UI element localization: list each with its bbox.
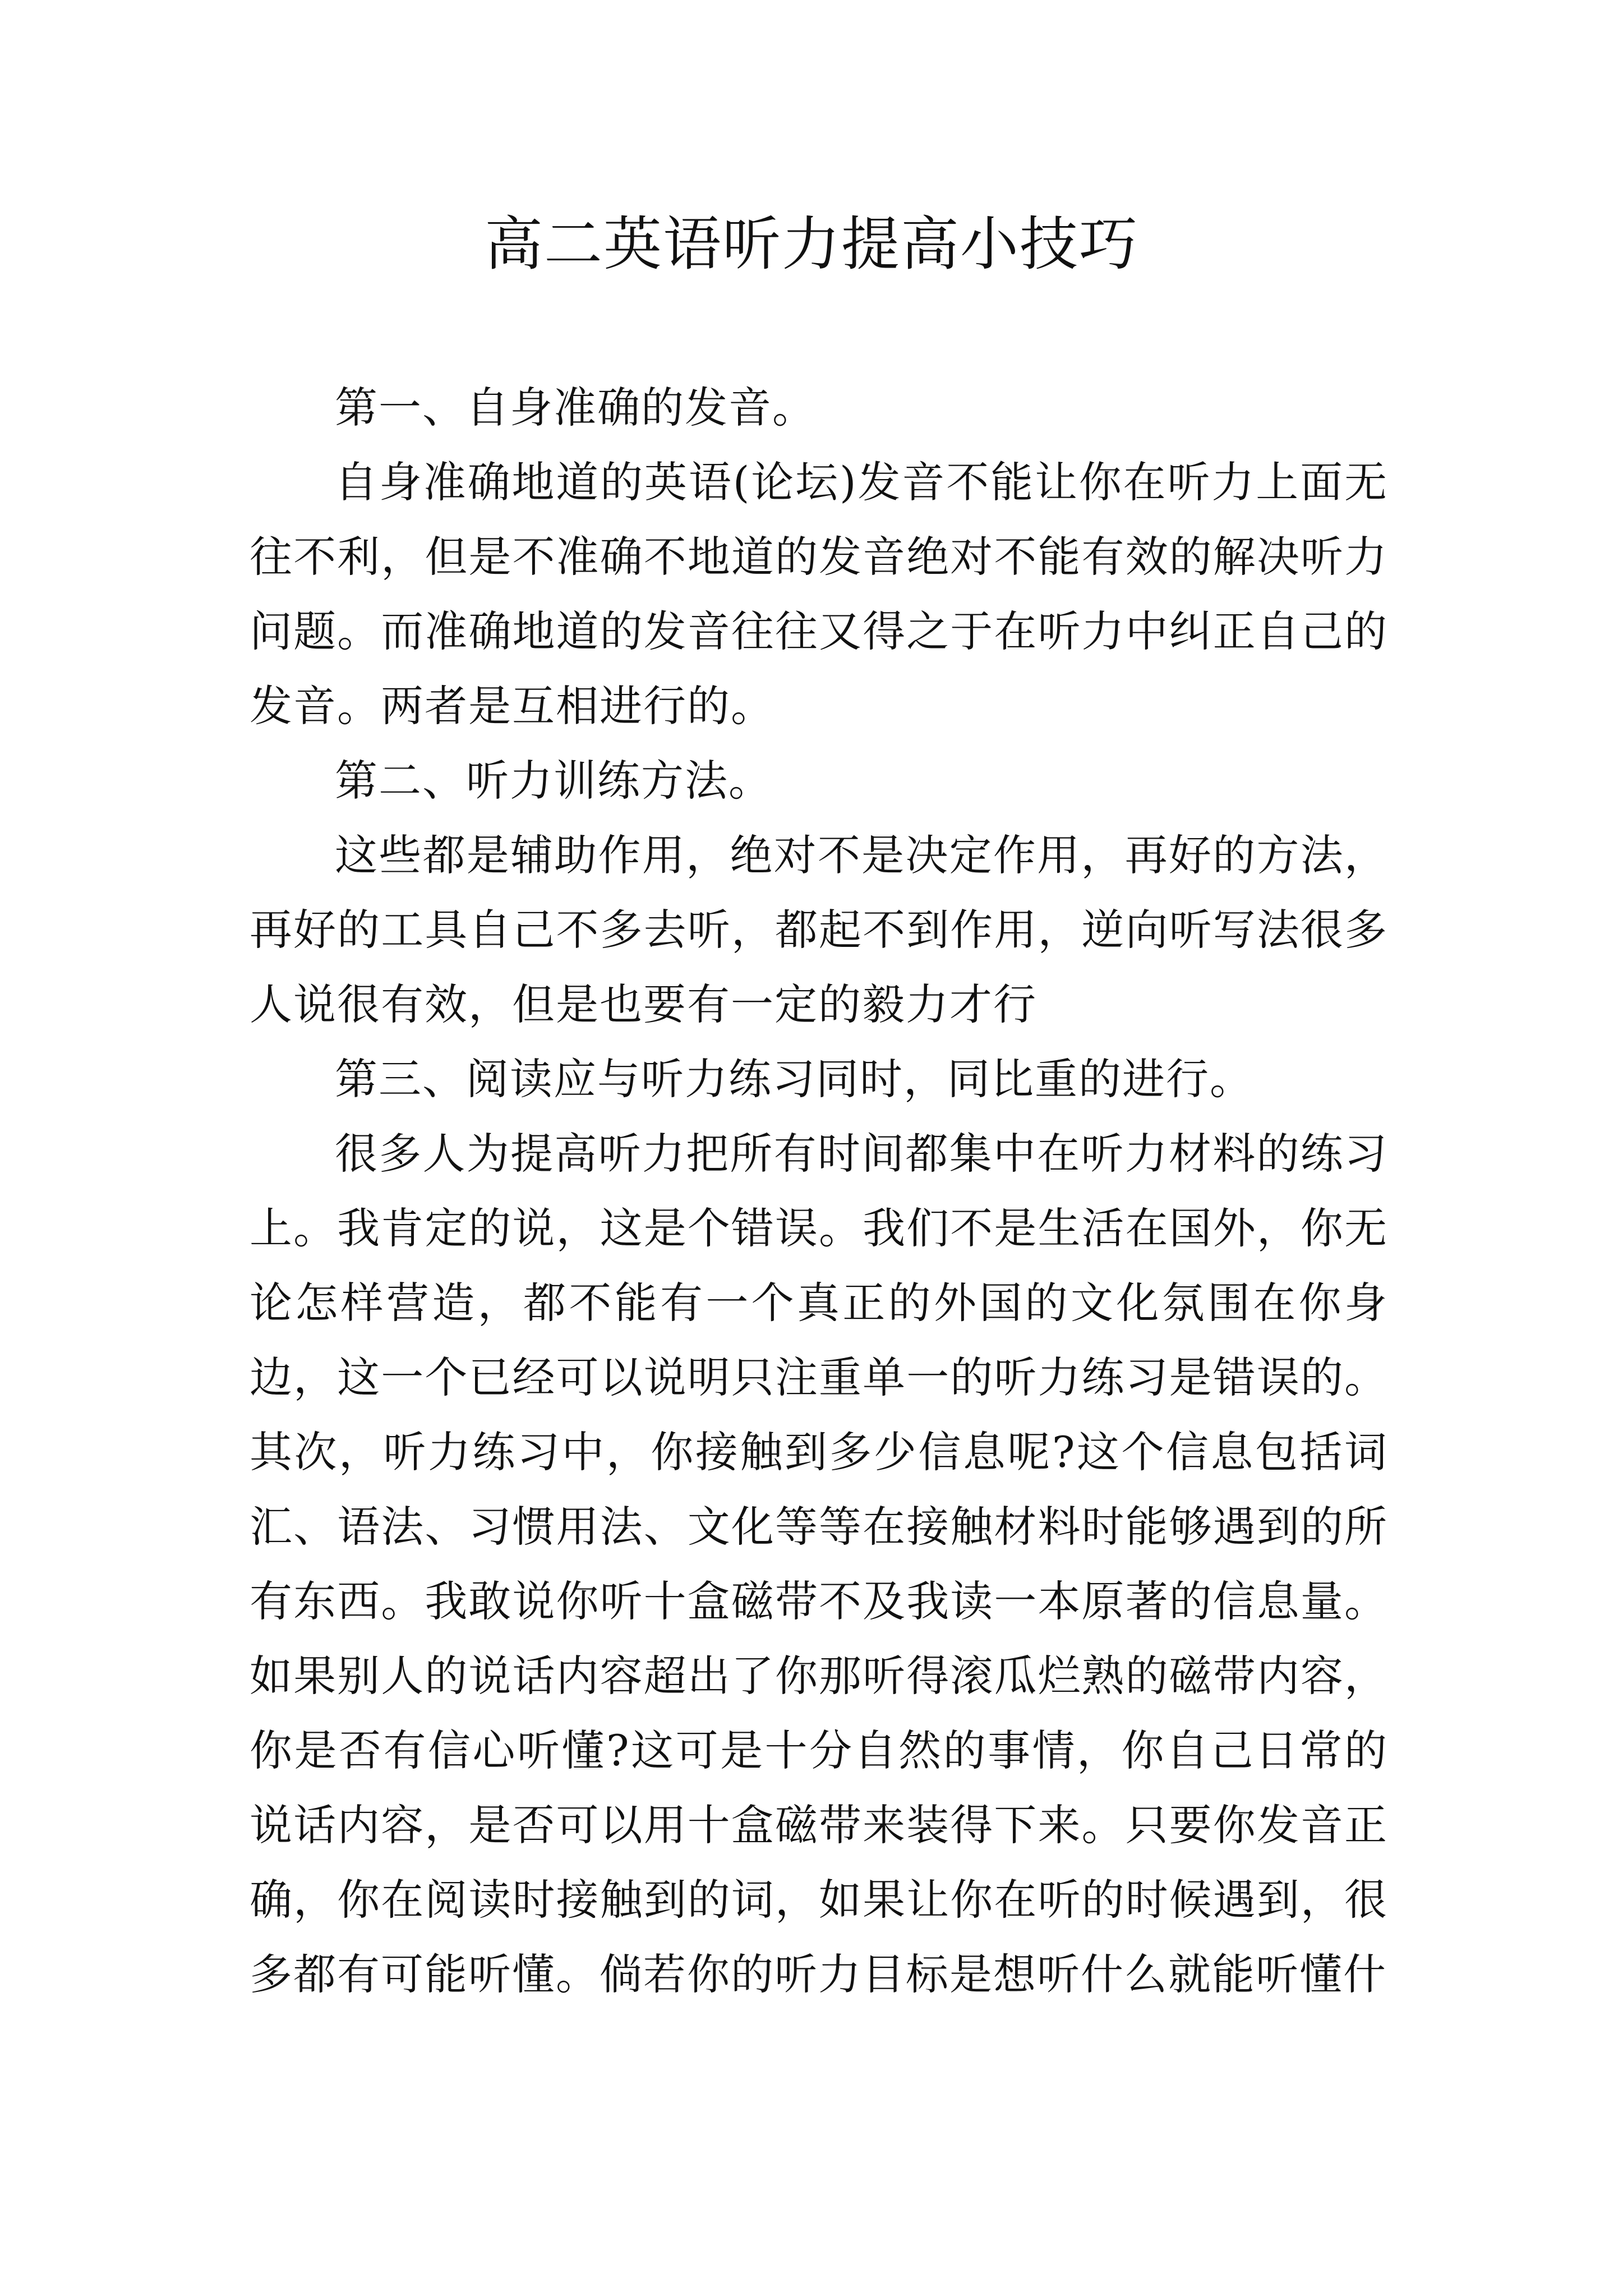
paragraph-heading-1: 第一、自身准确的发音。 xyxy=(335,383,816,432)
paragraph-heading-2: 第二、听力训练方法。 xyxy=(335,756,772,806)
paragraph-heading-3: 第三、阅读应与听力练习同时，同比重的进行。 xyxy=(335,1054,1253,1104)
document-title: 高二英语听力提高小技巧 xyxy=(484,210,1138,278)
paragraph-reading: 很多人为提高听力把所有时间都集中在听力材料的练习上。我肯定的说，这是个错误。我们不是生活在国外，你无论怎样营造，都不能有一个真正的外国的文化氛围在你身边，这一个已经可以说明只注重单一的听力练习是错误的。其次，听力练习中，你接触到多少信息呢?这个信息包括词汇、语法、习惯用法、文化等等在接触材料时能够遇到的所有东西。我敢说你听十盒磁带不及我读一本原著的信息量。如果别人的说话内容超出了你那听得滚瓜烂熟的磁带内容，你是否有信心听懂?这可是十分自然的事情，你自己日常的说话内容，是否可以用十盒磁带来装得下来。只要你发音正确，你在阅读时接触到的词，如果让你在听的时候遇到，很多都有可能听懂。倘若你的听力目标是想听什么就能听懂什 xyxy=(250,1129,1388,1999)
paragraph-pronunciation: 自身准确地道的英语(论坛)发音不能让你在听力上面无往不利，但是不准确不地道的发音绝对不能有效的解决听力问题。而准确地道的发音往往又得之于在听力中纠正自己的发音。两者是互相进行的。 xyxy=(250,457,1388,731)
document-body xyxy=(250,370,1388,2012)
paragraph-training-method: 这些都是辅助作用，绝对不是决定作用，再好的方法，再好的工具自己不多去听，都起不到作用，逆向听写法很多人说很有效，但是也要有一定的毅力才行 xyxy=(250,830,1388,1029)
